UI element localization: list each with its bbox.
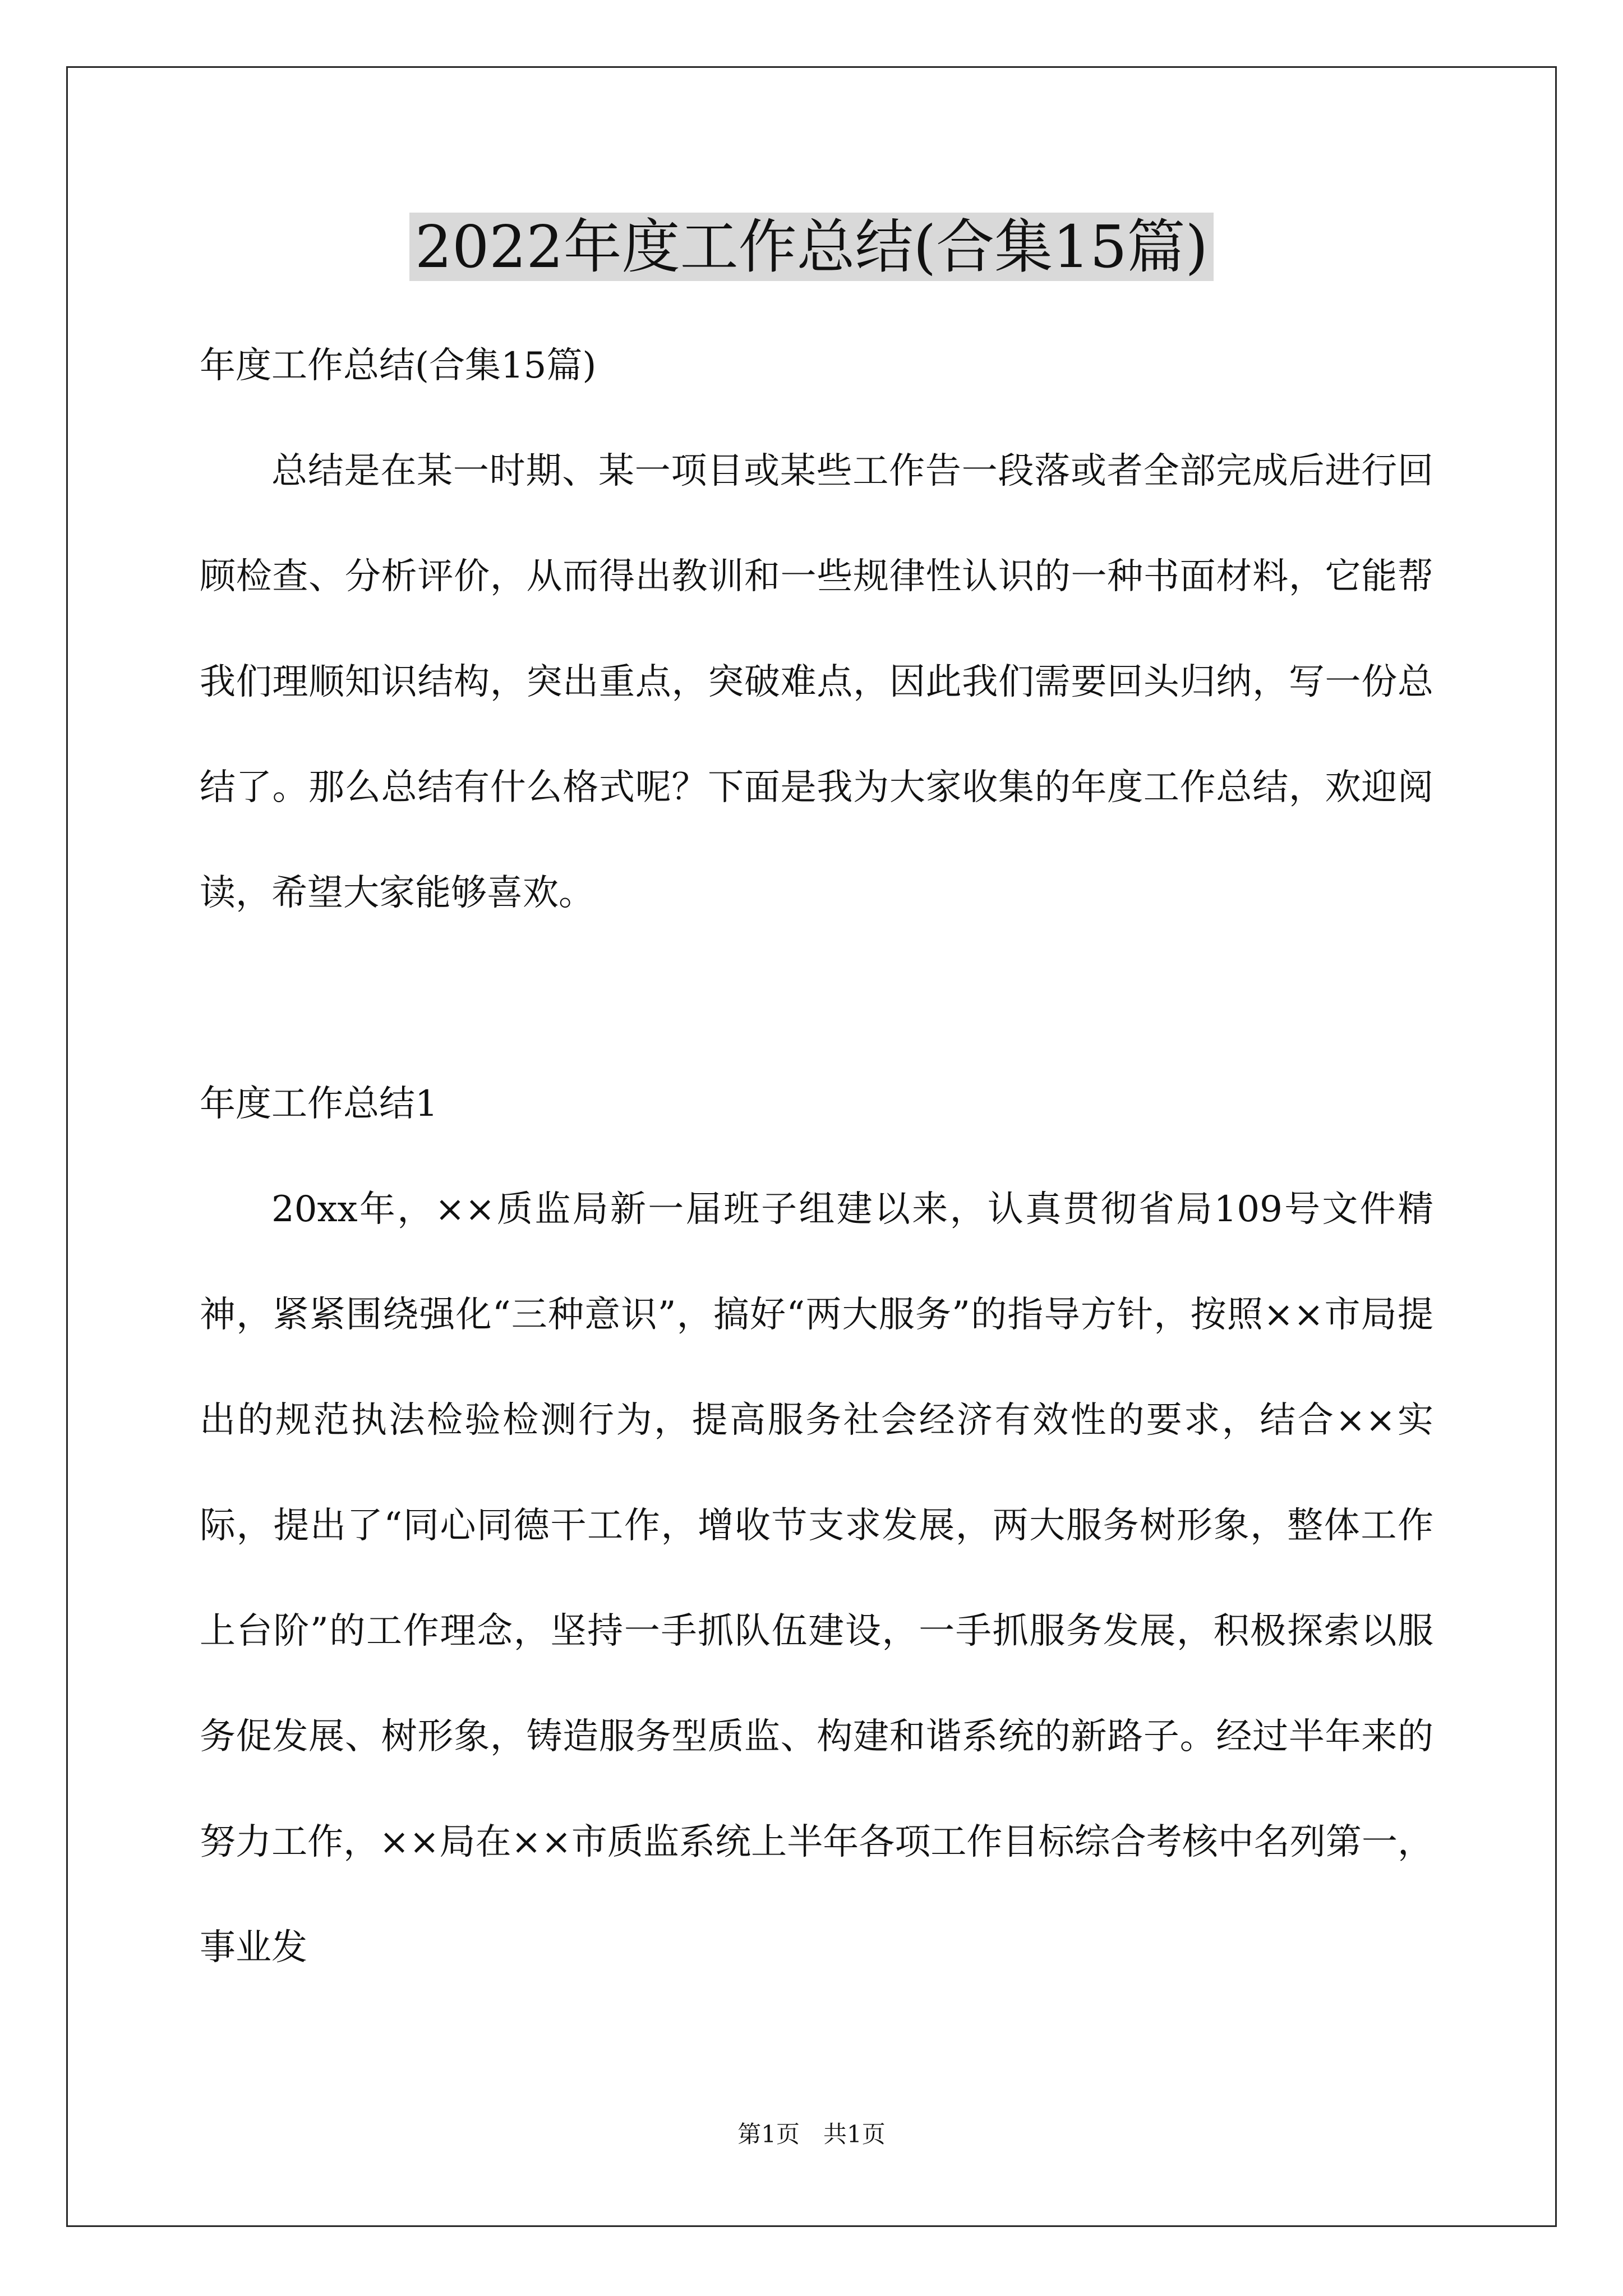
document-title [0, 202, 1623, 292]
page-footer: 第1页 共1页 [737, 2120, 886, 2148]
paragraph-spacer [200, 946, 1433, 1051]
section-heading: 年度工作总结1 [200, 1083, 438, 1125]
intro-paragraph: 总结是在某一时期、某一项目或某些工作告一段落或者全部完成后进行回顾检查、分析评价，从而得出教训和一些规律性认识的一种书面材料，它能帮我们理顺知识结构，突出重点，突破难点，因此我们需要回头归纳，写一份总结了。那么总结有什么格式呢？下面是我为大家收集的年度工作总结，欢迎阅读，希望大家能够喜欢。 [200, 450, 1433, 914]
document-subtitle: 年度工作总结(合集15篇) [200, 345, 597, 386]
document-title-text: 2022年度工作总结(合集15篇) [409, 213, 1214, 281]
document-body [200, 313, 1433, 2000]
section-paragraph: 20xx年，××质监局新一届班子组建以来，认真贯彻省局109号文件精神，紧紧围绕强化“三种意识”，搞好“两大服务”的指导方针，按照××市局提出的规范执法检验检测行为，提高服务社会经济有效性的要求，结合××实际，提出了“同心同德干工作，增收节支求发展，两大服务树形象，整体工作上台阶”的工作理念，坚持一手抓队伍建设，一手抓服务发展，积极探索以服务促发展、树形象，铸造服务型质监、构建和谐系统的新路子。经过半年来的努力工作，××局在××市质监系统上半年各项工作目标综合考核中名列第一，事业发 [200, 1189, 1433, 1968]
